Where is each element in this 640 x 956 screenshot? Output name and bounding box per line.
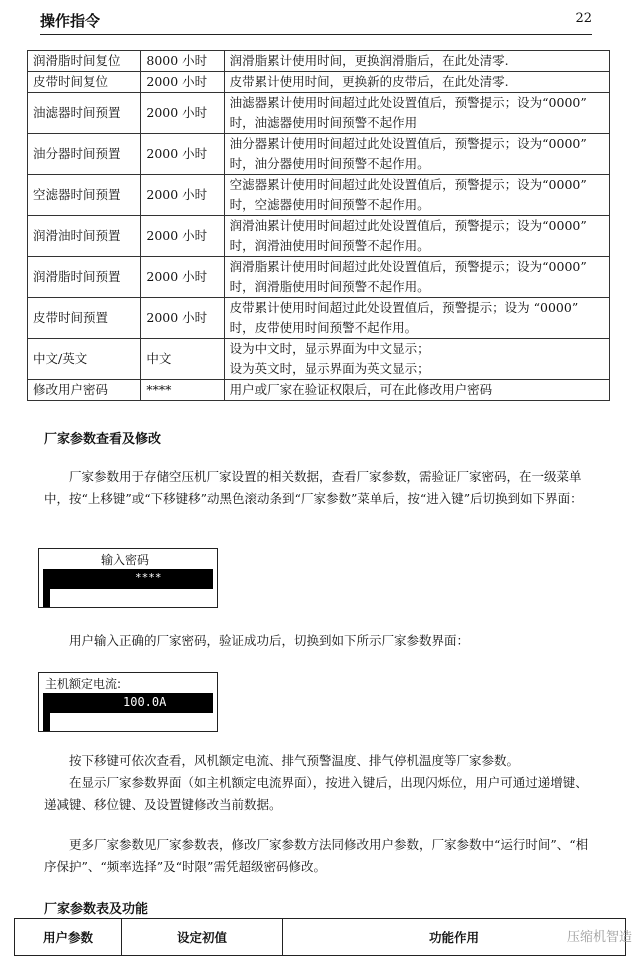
param-description	[224, 216, 609, 257]
factory-parameter-table	[14, 918, 626, 956]
header-function: 功能作用	[283, 919, 626, 956]
table-header-row	[15, 919, 626, 956]
description-line: 时，空滤器使用时间预警不起作用。	[229, 197, 430, 212]
description-line: 时，油滤器使用时间预警不起作用	[229, 115, 418, 130]
table-row	[28, 298, 610, 339]
section-title-factory-table: 厂家参数表及功能	[44, 902, 149, 917]
param-name: 空滤器时间预置	[28, 175, 141, 216]
param-value: 中文	[141, 339, 224, 380]
lcd-rated-current-screen	[38, 672, 218, 732]
page-header	[40, 8, 592, 35]
page-number: 22	[575, 11, 592, 26]
description-line: 设为英文时，显示界面为英文显示；	[229, 361, 430, 376]
param-name: 油滤器时间预置	[28, 93, 141, 134]
param-name: 皮带时间预置	[28, 298, 141, 339]
param-value: 2000 小时	[141, 298, 224, 339]
table-row	[28, 380, 610, 401]
header-initial-value: 设定初值	[122, 919, 283, 956]
param-name: 润滑油时间预置	[28, 216, 141, 257]
description-line: 皮带累计使用时间，更换新的皮带后，在此处清零.	[229, 74, 509, 89]
lcd-password-value: ****	[135, 571, 162, 584]
param-description	[224, 51, 609, 72]
param-value: 2000 小时	[141, 175, 224, 216]
table-row	[28, 216, 610, 257]
param-value: 2000 小时	[141, 72, 224, 93]
description-line: 时，油分器使用时间预警不起作用。	[229, 156, 430, 171]
description-line: 时，皮带使用时间预警不起作用。	[229, 320, 418, 335]
description-line: 皮带累计使用时间超过此处设置值后，预警提示；设为 “0000”	[229, 300, 579, 315]
lcd-password-bar	[43, 569, 213, 589]
table-row	[28, 134, 610, 175]
description-line: 润滑脂累计使用时间，更换润滑脂后，在此处清零.	[229, 53, 509, 68]
param-description	[224, 93, 609, 134]
param-name: 中文/英文	[28, 339, 141, 380]
param-value: 2000 小时	[141, 93, 224, 134]
param-description	[224, 257, 609, 298]
browse-params-text: 按下移键可依次查看，风机额定电流、排气预警温度、排气停机温度等厂家参数。	[69, 753, 520, 768]
lcd-rated-current-bar	[43, 693, 213, 713]
description-line: 油分器累计使用时间超过此处设置值后，预警提示；设为“0000”	[229, 136, 587, 151]
param-name: 润滑脂时间复位	[28, 51, 141, 72]
param-description	[224, 298, 609, 339]
table-row	[28, 51, 610, 72]
description-line: 设为中文时，显示界面为中文显示；	[229, 341, 430, 356]
header-user-param: 用户参数	[15, 919, 122, 956]
param-description	[224, 339, 609, 380]
description-line: 油滤器累计使用时间超过此处设置值后，预警提示；设为“0000”	[229, 95, 587, 110]
param-description	[224, 380, 609, 401]
param-value: 2000 小时	[141, 134, 224, 175]
table-row	[28, 339, 610, 380]
table-row	[28, 72, 610, 93]
param-name: 润滑脂时间预置	[28, 257, 141, 298]
param-description	[224, 134, 609, 175]
lcd-rated-current-label: 主机额定电流:	[45, 677, 122, 691]
watermark: 压缩机智造	[566, 930, 632, 945]
param-name: 皮带时间复位	[28, 72, 141, 93]
param-name: 修改用户密码	[28, 380, 141, 401]
lcd-password-screen	[38, 548, 218, 608]
description-line: 用户或厂家在验证权限后，可在此修改用户密码	[229, 382, 493, 397]
table-row	[28, 175, 610, 216]
lcd-password-label: 输入密码	[101, 553, 150, 567]
table-row	[28, 93, 610, 134]
param-description	[224, 175, 609, 216]
description-line: 时，润滑脂使用时间预警不起作用。	[229, 279, 430, 294]
description-line: 润滑油累计使用时间超过此处设置值后，预警提示；设为“0000”	[229, 218, 587, 233]
description-line: 润滑脂累计使用时间超过此处设置值后，预警提示；设为“0000”	[229, 259, 587, 274]
param-value: 2000 小时	[141, 257, 224, 298]
table-row	[28, 257, 610, 298]
description-line: 时，润滑油使用时间预警不起作用。	[229, 238, 430, 253]
password-success-text: 用户输入正确的厂家密码，验证成功后，切换到如下所示厂家参数界面：	[69, 633, 470, 648]
param-value: 8000 小时	[141, 51, 224, 72]
description-line: 空滤器累计使用时间超过此处设置值后，预警提示；设为“0000”	[229, 177, 587, 192]
section-title-factory-params: 厂家参数查看及修改	[44, 432, 162, 447]
edit-params-text: 在显示厂家参数界面（如主机额定电流界面），按进入键后，出现闪烁位，用户可通过递增键、递减键、移位键、及设置键修改当前数据。	[44, 775, 588, 812]
user-parameter-table	[27, 50, 610, 401]
lcd-rated-current-value: 100.0A	[123, 695, 167, 709]
factory-params-intro: 厂家参数用于存储空压机厂家设置的相关数据，查看厂家参数，需验证厂家密码，在一级菜单中，按“上移键”或“下移键移”动黑色滚动条到“厂家参数”菜单后，按“进入键”后切换到如下界面：	[44, 469, 583, 506]
param-name: 油分器时间预置	[28, 134, 141, 175]
param-value: ****	[141, 380, 224, 401]
param-value: 2000 小时	[141, 216, 224, 257]
more-params-text: 更多厂家参数见厂家参数表，修改厂家参数方法同修改用户参数，厂家参数中“运行时间”、“相序保护”、“频率选择”及“时限”需凭超级密码修改。	[44, 837, 589, 874]
chapter-title: 操作指令	[40, 12, 101, 30]
param-description	[224, 72, 609, 93]
lcd-cursor-block	[43, 589, 50, 607]
lcd-cursor-block	[43, 713, 50, 731]
